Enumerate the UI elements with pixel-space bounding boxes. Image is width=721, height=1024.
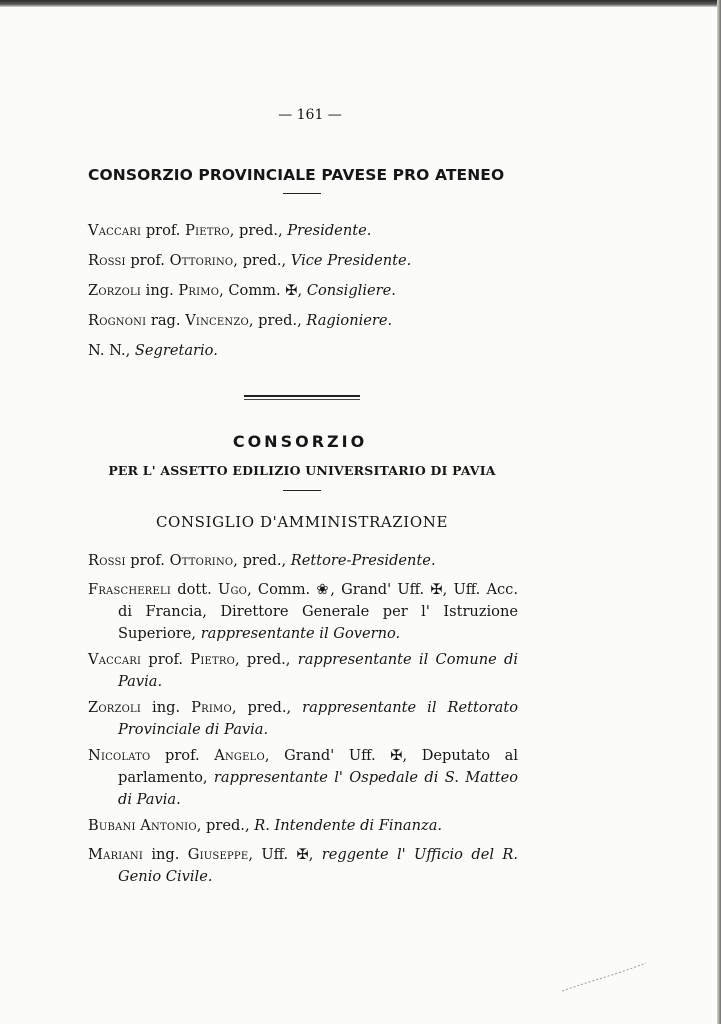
entry-surname: Mariani bbox=[88, 846, 143, 863]
entry-name: Ugo bbox=[217, 581, 248, 598]
entry-title: prof. bbox=[141, 651, 191, 668]
entry-title: prof. bbox=[125, 552, 170, 569]
entry-qualifier: , Uff. ✠, bbox=[248, 846, 322, 863]
member-line bbox=[88, 339, 218, 363]
member-title: ing. bbox=[145, 282, 174, 299]
page-number: — 161 — bbox=[278, 107, 342, 123]
member-name: Vincenzo bbox=[185, 312, 249, 329]
member-name: Ottorino bbox=[169, 252, 234, 269]
entry-title: prof. bbox=[150, 747, 215, 764]
entry-role: reggente l' Ufficio del R. Genio Civile. bbox=[118, 846, 518, 885]
section-subtitle: PER L' ASSETTO EDILIZIO UNIVERSITARIO DI PAVIA bbox=[108, 463, 496, 478]
entry-qualifier: , pred., bbox=[196, 817, 255, 834]
member-role: Presidente. bbox=[287, 222, 372, 239]
member-line bbox=[88, 309, 392, 333]
member-qualifier: , pred., bbox=[233, 252, 291, 269]
member-title: prof. bbox=[130, 252, 165, 269]
council-entry bbox=[88, 844, 518, 888]
council-entry bbox=[88, 550, 518, 572]
page-crease-mark bbox=[560, 955, 650, 995]
member-role: Consigliere. bbox=[306, 282, 396, 299]
entry-qualifier: , pred., bbox=[233, 552, 291, 569]
section-title-consorzio: CONSORZIO bbox=[232, 432, 368, 451]
entry-qualifier: , Grand' Uff. ✠, Deputato al parlamento, bbox=[118, 747, 518, 786]
member-role: Vice Presidente. bbox=[290, 252, 412, 269]
member-surname: N. N., bbox=[88, 342, 131, 359]
member-line bbox=[88, 279, 396, 303]
entry-qualifier: , pred., bbox=[231, 699, 303, 716]
member-surname: Rossi bbox=[88, 252, 126, 269]
entry-surname: Nicolato bbox=[88, 747, 151, 764]
entry-role: R. Intendente di Finanza. bbox=[254, 817, 443, 834]
member-name: Pietro bbox=[185, 222, 230, 239]
entry-name: Angelo bbox=[214, 747, 265, 764]
council-heading: CONSIGLIO D'AMMINISTRAZIONE bbox=[155, 513, 449, 531]
member-surname: Zorzoli bbox=[88, 282, 142, 299]
entry-role: Rettore-Presidente. bbox=[290, 552, 436, 569]
page-binding-edge bbox=[717, 0, 721, 1024]
member-qualifier: , pred., bbox=[248, 312, 307, 329]
member-surname: Rognoni bbox=[88, 312, 147, 329]
entry-qualifier: , Comm. ❀, Grand' Uff. ✠, Uff. Acc. di Francia, Direttore Generale per l' Istruzione Superiore, bbox=[118, 581, 518, 642]
member-qualifier: , Comm. ✠, bbox=[219, 282, 307, 299]
entry-title: ing. bbox=[142, 846, 188, 863]
member-title: rag. bbox=[150, 312, 181, 329]
council-entry bbox=[88, 649, 518, 693]
entry-name: Pietro bbox=[190, 651, 235, 668]
member-line bbox=[88, 219, 371, 243]
section-title-consorzio-provinciale: CONSORZIO PROVINCIALE PAVESE PRO ATENEO bbox=[88, 166, 505, 184]
member-role: Ragioniere. bbox=[306, 312, 393, 329]
council-entry bbox=[88, 697, 518, 741]
title-underline bbox=[283, 193, 321, 194]
council-entry bbox=[88, 815, 518, 837]
entry-title: dott. bbox=[171, 581, 218, 598]
member-title: prof. bbox=[145, 222, 181, 239]
entry-surname: Bubani bbox=[88, 817, 136, 834]
member-name: Primo bbox=[178, 282, 220, 299]
page-top-edge bbox=[0, 0, 721, 7]
entry-name: Primo bbox=[191, 699, 232, 716]
entry-surname: Rossi bbox=[88, 552, 126, 569]
entry-role: rappresentante il Rettorato Provinciale di Pavia. bbox=[118, 699, 519, 738]
member-line bbox=[88, 249, 411, 273]
entry-title: ing. bbox=[141, 699, 192, 716]
entry-role: rappresentante il Governo. bbox=[200, 625, 401, 642]
member-qualifier: , pred., bbox=[229, 222, 288, 239]
member-surname: Vaccari bbox=[88, 222, 142, 239]
council-entry bbox=[88, 579, 518, 645]
entry-surname: Zorzoli bbox=[88, 699, 142, 716]
entry-name: Giuseppe bbox=[187, 846, 249, 863]
subtitle-underline bbox=[283, 490, 321, 491]
council-entry bbox=[88, 745, 518, 811]
entry-name: Antonio bbox=[140, 817, 197, 834]
entry-surname: Vaccari bbox=[88, 651, 142, 668]
entry-qualifier: , pred., bbox=[234, 651, 298, 668]
entry-role: rappresentante l' Ospedale di S. Matteo di Pavia. bbox=[118, 769, 518, 808]
entry-surname: Fraschereli bbox=[88, 581, 172, 598]
entry-name: Ottorino bbox=[169, 552, 234, 569]
section-divider bbox=[244, 395, 360, 400]
member-role: Segretario. bbox=[134, 342, 218, 359]
entry-role: rappresentante il Comune di Pavia. bbox=[118, 651, 519, 690]
